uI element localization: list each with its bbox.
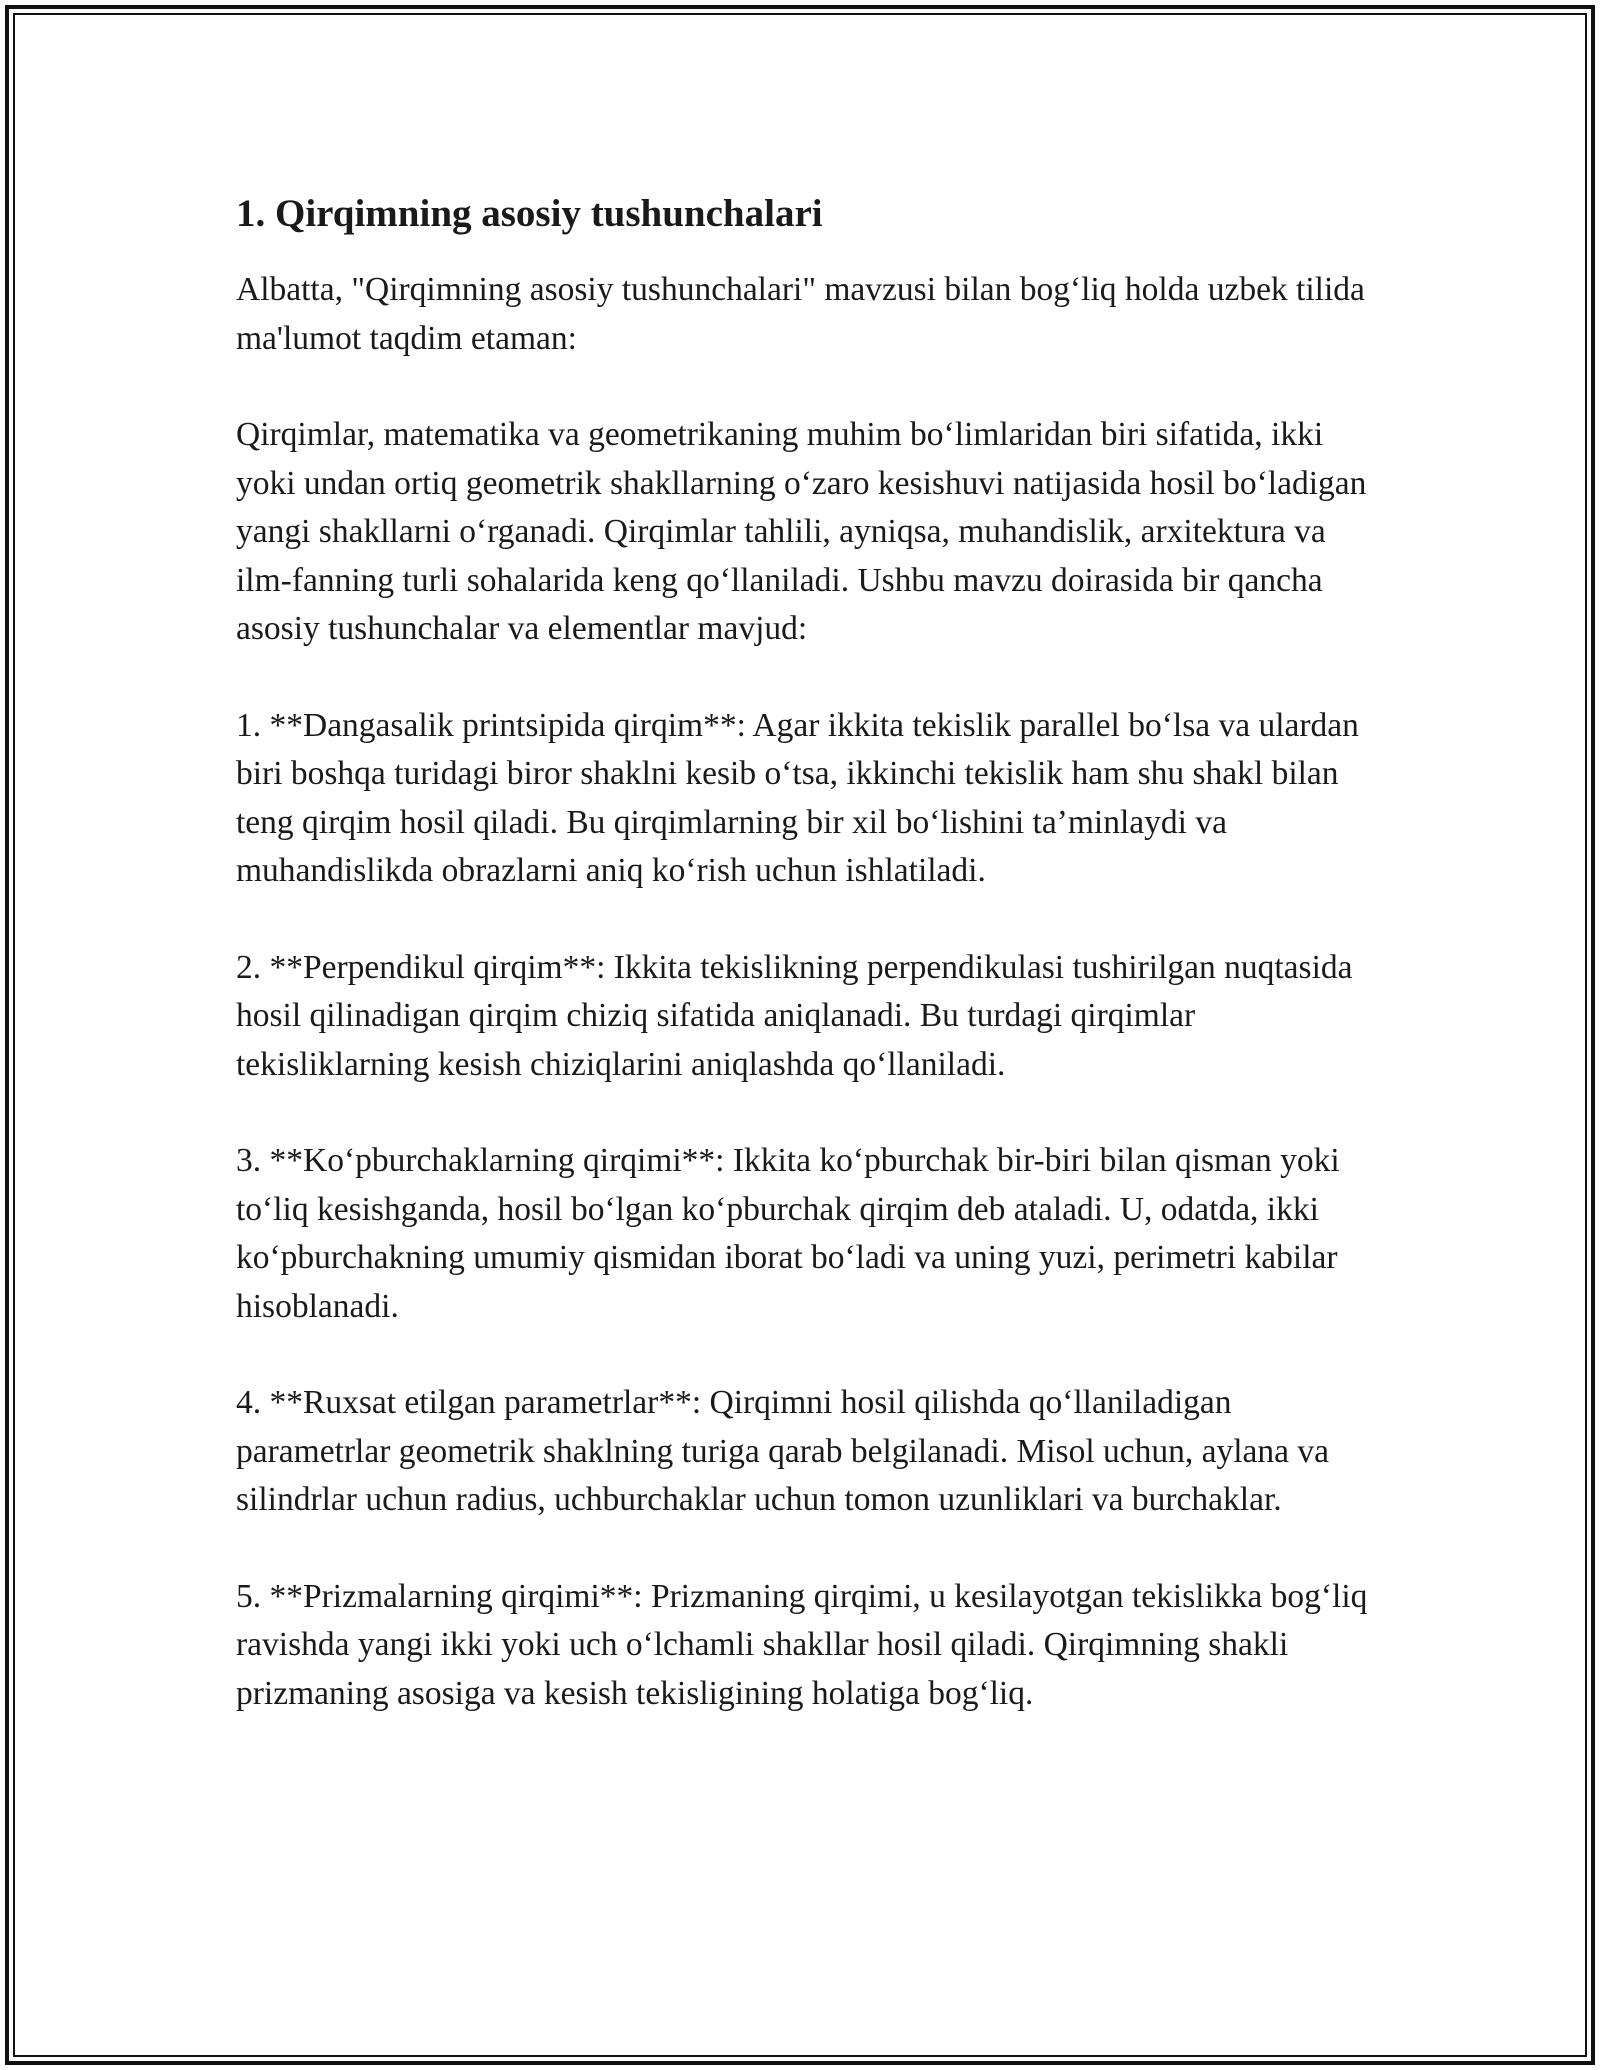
document-body [236, 188, 1376, 1766]
list-item-3: 3. **Ko‘pburchaklarning qirqimi**: Ikkita ko‘pburchak bir-biri bilan qisman yoki to‘liq kesishganda, hosil bo‘lgan ko‘pburchak qirqim deb ataladi. U, odatda, ikki ko‘pburchakning umumiy qismidan iborat bo‘ladi va uning yuzi, perimetri kabilar hisoblanadi. [236, 1142, 1340, 1325]
intro-paragraph: Albatta, "Qirqimning asosiy tushunchalari" mavzusi bilan bog‘liq holda uzbek tilida ma'lumot taqdim etaman: [236, 271, 1365, 357]
list-item-2: 2. **Perpendikul qirqim**: Ikkita tekislikning perpendikulasi tushirilgan nuqtasida hosil qilinadigan qirqim chiziq sifatida aniqlanadi. Bu turdagi qirqimlar tekisliklarning kesish chiziqlarini aniqlashda qo‘llaniladi. [236, 948, 1353, 1083]
section-heading: 1. Qirqimning asosiy tushunchalari [236, 192, 823, 235]
list-item-1: 1. **Dangasalik printsipida qirqim**: Agar ikkita tekislik parallel bo‘lsa va ulardan biri boshqa turidagi biror shaklni kesib o‘tsa, ikkinchi tekislik ham shu shakl bilan teng qirqim hosil qiladi. Bu qirqimlarning bir xil bo‘lishini ta’minlaydi va muhandislikda obrazlarni aniq ko‘rish uchun ishlatiladi. [236, 706, 1359, 889]
list-item-5: 5. **Prizmalarning qirqimi**: Prizmaning qirqimi, u kesilayotgan tekislikka bog‘liq ravishda yangi ikki yoki uch o‘lchamli shakllar hosil qiladi. Qirqimning shakli prizmaning asosiga va kesish tekisligining holatiga bog‘liq. [236, 1577, 1368, 1712]
list-item-4: 4. **Ruxsat etilgan parametrlar**: Qirqimni hosil qilishda qo‘llaniladigan parametrlar geometrik shaklning turiga qarab belgilanadi. Misol uchun, aylana va silindrlar uchun radius, uchburchaklar uchun tomon uzunliklari va burchaklar. [236, 1384, 1330, 1518]
overview-paragraph: Qirqimlar, matematika va geometrikaning muhim bo‘limlaridan biri sifatida, ikki yoki undan ortiq geometrik shakllarning o‘zaro kesishuvi natijasida hosil bo‘ladigan yangi shakllarni o‘rganadi. Qirqimlar tahlili, ayniqsa, muhandislik, arxitektura va ilm-fanning turli sohalarida keng qo‘llaniladi. Ushbu mavzu doirasida bir qancha asosiy tushunchalar va elementlar mavjud: [236, 416, 1367, 647]
